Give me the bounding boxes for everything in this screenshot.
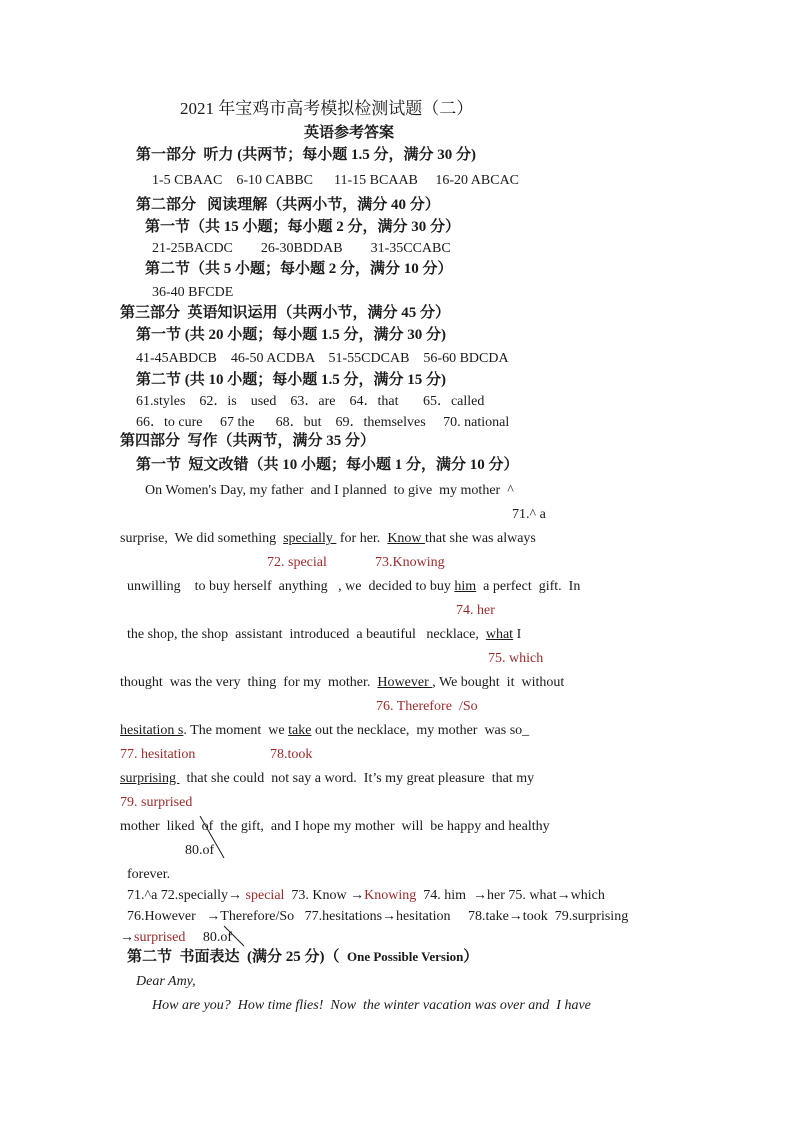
page-title: 2021 年宝鸡市高考模拟检测试题（二） bbox=[180, 99, 474, 118]
error-specially: specially bbox=[283, 531, 337, 546]
error-what: what bbox=[485, 627, 514, 642]
summary-line-3: →surprised 80.of bbox=[120, 930, 232, 945]
part3-section2-line2: 66．to cure 67 the 68．but 69．themselves 70. national bbox=[136, 415, 510, 430]
letter-greeting: Dear Amy, bbox=[136, 974, 196, 989]
passage-line-5: thought was the very thing for my mother. However , We bought it without bbox=[120, 675, 565, 690]
correction-75: 75. which bbox=[488, 651, 544, 666]
part2-heading: 第二部分 阅读理解（共两小节，满分 40 分） bbox=[136, 197, 440, 213]
part3-heading: 第三部分 英语知识运用（共两小节，满分 45 分） bbox=[120, 305, 451, 321]
error-hesitations: hesitation s bbox=[120, 723, 184, 738]
error-take: take bbox=[288, 723, 312, 738]
part4-heading: 第四部分 写作（共两节，满分 35 分） bbox=[120, 433, 376, 449]
correction-80: 80.of bbox=[185, 843, 215, 858]
correction-77: 77. hesitation bbox=[120, 747, 196, 762]
passage-line-8: mother liked of the gift, and I hope my mother will be happy and healthy bbox=[120, 819, 550, 834]
summary-line-1: 71.^a 72.specially→ special 73. Know →Knowing 74. him →her 75. what→which bbox=[127, 888, 605, 903]
correction-74: 74. her bbox=[456, 603, 495, 618]
strike-mark-of-summary bbox=[222, 924, 246, 948]
part1-heading: 第一部分 听力 (共两节；每小题 1.5 分，满分 30 分) bbox=[136, 147, 476, 163]
part3-section1-answers: 41-45ABDCB 46-50 ACDBA 51-55CDCAB 56-60 BDCDA bbox=[136, 351, 509, 366]
page-subtitle: 英语参考答案 bbox=[304, 125, 395, 141]
part4-section1-heading: 第一节 短文改错（共 10 小题；每小题 1 分，满分 10 分） bbox=[136, 457, 519, 473]
passage-line-9: forever. bbox=[127, 867, 171, 882]
error-however: However bbox=[377, 675, 433, 690]
error-surprising: surprising bbox=[120, 771, 180, 786]
summary-line-2: 76.However →Therefore/So 77.hesitations→hesitation 78.take→took 79.surprising bbox=[127, 909, 629, 924]
strike-mark-of bbox=[198, 814, 226, 860]
error-him: him bbox=[454, 579, 477, 594]
correction-73: 73.Knowing bbox=[375, 555, 445, 570]
part2-section1-answers: 21-25BACDC 26-30BDDAB 31-35CCABC bbox=[152, 241, 451, 256]
part3-section2-heading: 第二节 (共 10 小题；每小题 1.5 分，满分 15 分) bbox=[136, 372, 446, 388]
correction-78: 78.took bbox=[270, 747, 313, 762]
passage-line-3: unwilling to buy herself anything , we decided to buy him a perfect gift. In bbox=[127, 579, 581, 594]
passage-line-1: On Women's Day, my father and I planned to give my mother ^ bbox=[145, 483, 514, 498]
part1-answers: 1-5 CBAAC 6-10 CABBC 11-15 BCAAB 16-20 ABCAC bbox=[152, 173, 520, 188]
part2-section2-heading: 第二节（共 5 小题；每小题 2 分，满分 10 分） bbox=[145, 261, 453, 277]
passage-line-6: hesitation s. The moment we take out the necklace, my mother was so_ bbox=[120, 723, 530, 738]
passage-line-2: surprise, We did something specially for her. Know that she was always bbox=[120, 531, 536, 546]
part2-section2-answers: 36-40 BFCDE bbox=[152, 285, 234, 300]
correction-72: 72. special bbox=[267, 555, 327, 570]
part2-section1-heading: 第一节（共 15 小题；每小题 2 分，满分 30 分） bbox=[145, 219, 461, 235]
correction-76: 76. Therefore /So bbox=[376, 699, 478, 714]
correction-71: 71.^ a bbox=[512, 507, 546, 522]
error-know: Know bbox=[387, 531, 426, 546]
passage-line-4: the shop, the shop assistant introduced a beautiful necklace, what I bbox=[127, 627, 522, 642]
passage-line-7: surprising that she could not say a word. It’s my great pleasure that my bbox=[120, 771, 535, 786]
letter-line-1: How are you? How time flies! Now the winter vacation was over and I have bbox=[152, 998, 591, 1013]
part3-section1-heading: 第一节 (共 20 小题；每小题 1.5 分，满分 30 分) bbox=[136, 327, 446, 343]
part3-section2-line1: 61.styles 62．is used 63．are 64．that 65．called bbox=[136, 394, 485, 409]
correction-79: 79. surprised bbox=[120, 795, 193, 810]
part4-section2-heading: 第二节 书面表达 (满分 25 分)（ One Possible Version） bbox=[127, 949, 479, 965]
